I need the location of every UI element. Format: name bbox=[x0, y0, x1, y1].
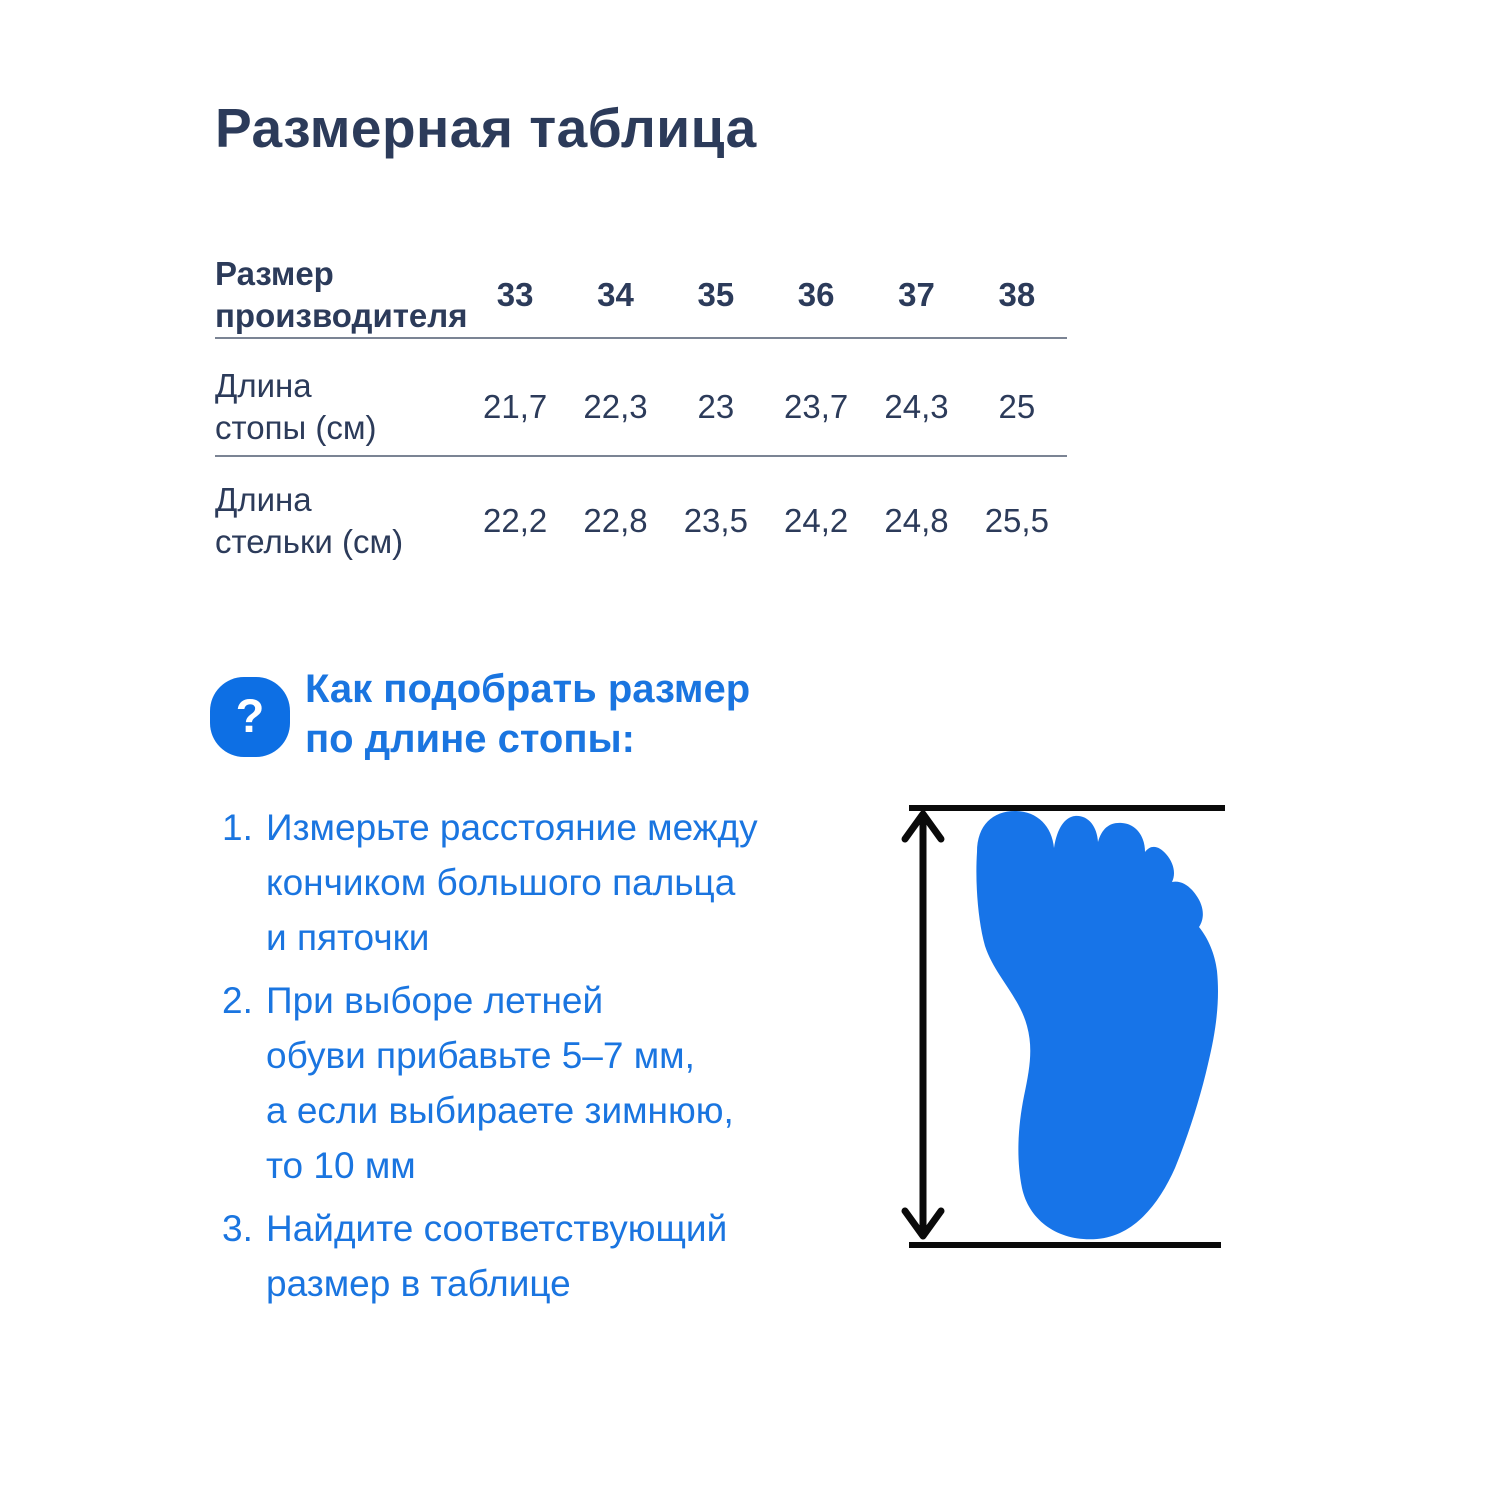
step-number: 2. bbox=[222, 980, 253, 1021]
steps-list bbox=[222, 800, 887, 1319]
table-row-foot-length bbox=[215, 339, 1067, 457]
cell-value: 25 bbox=[998, 388, 1036, 425]
cell-value: 25,5 bbox=[984, 502, 1049, 539]
step-number: 3. bbox=[222, 1208, 253, 1249]
guide-heading: Как подобрать размер по длине стопы: bbox=[305, 667, 751, 761]
cell-value: 22,8 bbox=[583, 502, 648, 539]
question-mark-glyph: ? bbox=[235, 688, 265, 742]
size-table bbox=[215, 253, 1067, 569]
cell-value: 21,7 bbox=[483, 388, 548, 425]
cell-value: 23,7 bbox=[784, 388, 849, 425]
cell-value: 22,3 bbox=[583, 388, 648, 425]
row-label: Длина стопы (см) bbox=[215, 367, 377, 446]
step-text: Измерьте расстояние между кончиком большого пальца и пяточки bbox=[266, 807, 758, 958]
step-text: При выборе летней обуви прибавьте 5–7 мм, а если выбираете зимнюю, то 10 мм bbox=[266, 980, 734, 1186]
row-label: Длина стельки (см) bbox=[215, 481, 404, 560]
size-column-header: 35 bbox=[697, 276, 735, 313]
step-text: Найдите соответствующий размер в таблице bbox=[266, 1208, 728, 1304]
cell-value: 24,3 bbox=[884, 388, 949, 425]
question-icon bbox=[210, 677, 290, 757]
cell-value: 24,8 bbox=[884, 502, 949, 539]
step-item bbox=[222, 1201, 887, 1311]
foot-measurement-figure bbox=[895, 795, 1235, 1255]
table-header-row bbox=[215, 253, 1067, 339]
size-column-header: 34 bbox=[597, 276, 634, 313]
step-number: 1. bbox=[222, 807, 253, 848]
step-item bbox=[222, 973, 887, 1193]
footprint-icon bbox=[976, 811, 1218, 1239]
measurement-arrow-icon bbox=[905, 814, 941, 1236]
size-column-header: 37 bbox=[898, 276, 935, 313]
size-column-header: 33 bbox=[496, 276, 534, 313]
header-label: Размер производителя bbox=[215, 255, 468, 334]
table-row-insole-length bbox=[215, 457, 1067, 569]
cell-value: 23,5 bbox=[683, 502, 748, 539]
cell-value: 24,2 bbox=[784, 502, 849, 539]
page-title: Размерная таблица bbox=[215, 97, 757, 159]
size-column-header: 38 bbox=[998, 276, 1036, 313]
cell-value: 22,2 bbox=[483, 502, 548, 539]
cell-value: 23 bbox=[697, 388, 735, 425]
step-item bbox=[222, 800, 887, 965]
size-column-header: 36 bbox=[797, 276, 835, 313]
